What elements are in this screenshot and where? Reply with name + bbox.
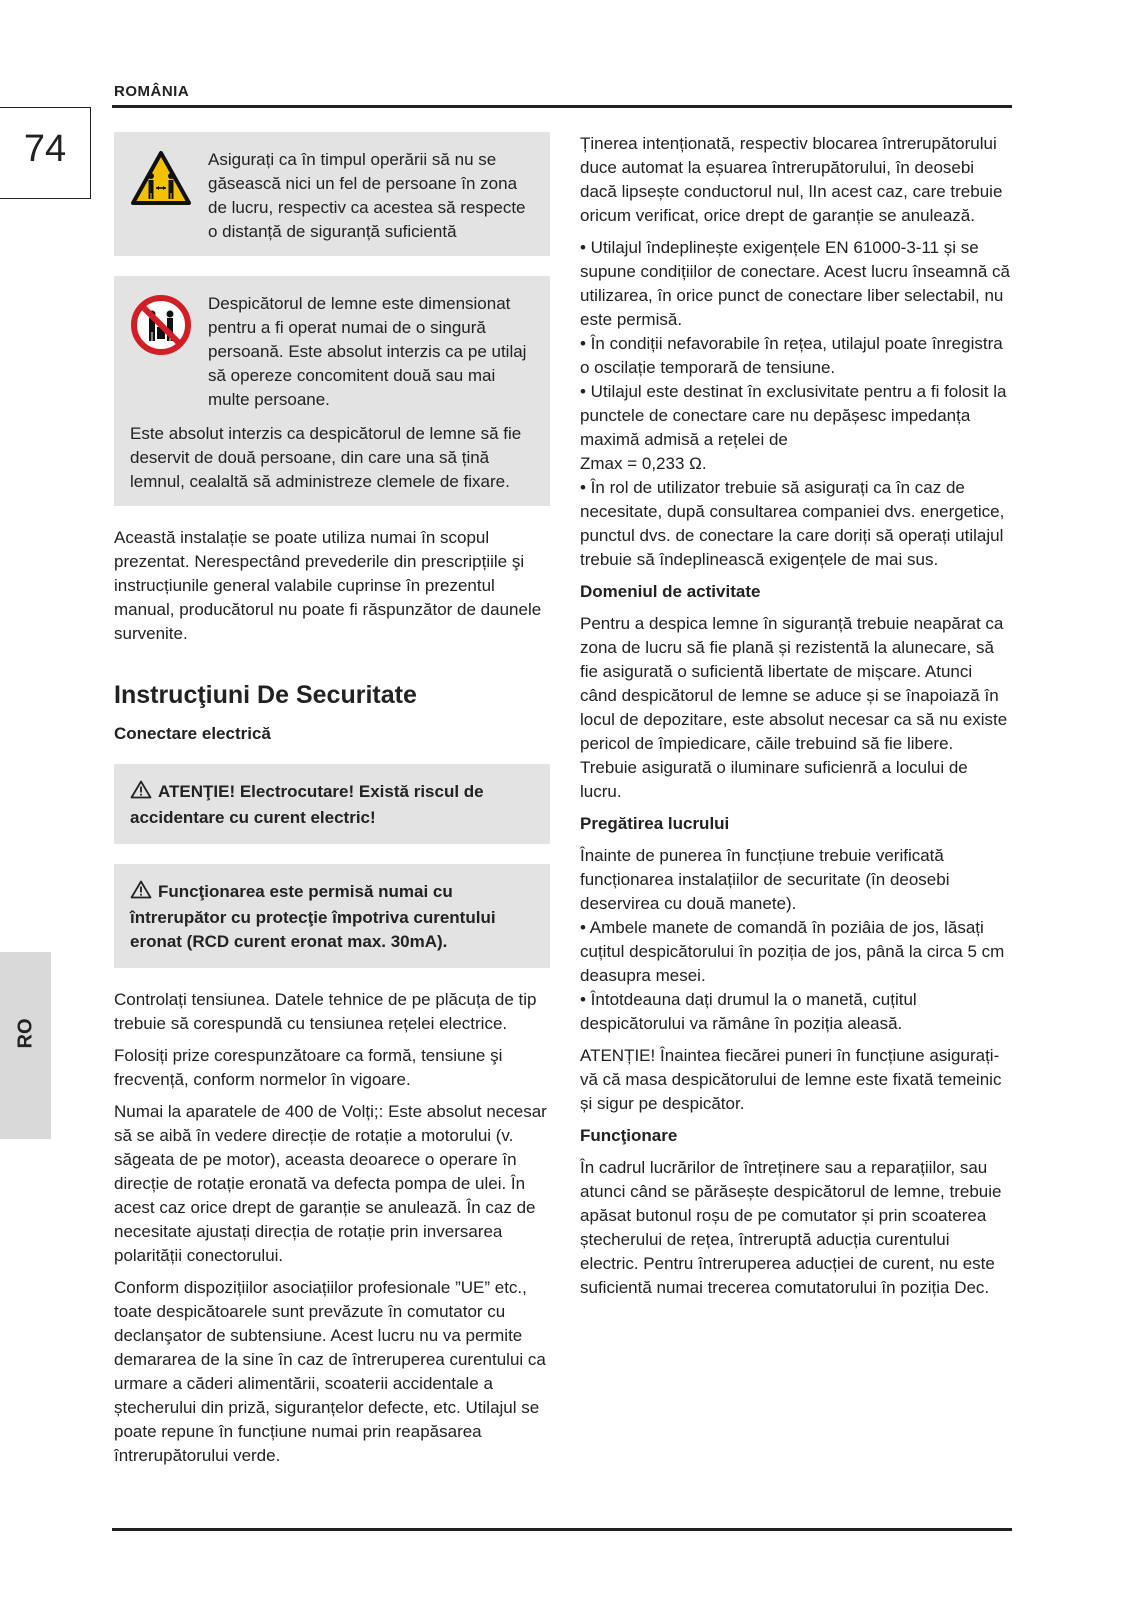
note-single-operator-extra: Este absolut interzis ca despicătorul de lemne să fie deservit de două persoane, din care una să țină lemnul, cealaltă să administreze clemele de fixare. bbox=[130, 424, 522, 491]
note-box-distance bbox=[114, 132, 550, 256]
paragraph-domain: Pentru a despica lemne în siguranță trebuie neapărat ca zona de lucru să fie plană și rezistentă la alunecare, să fie asigurată o suficientă libertate de mișcare. Atunci când despicătorul de lemne se aduce și se înapoiază în locul de depozitare, este absolut necesar ca să nu existe pericol de împiedicare, căile trebuind să fie libere. Trebuie asigurată o iluminare suficienră a locului de lucru. bbox=[580, 614, 1008, 801]
header-country: ROMÂNIA bbox=[114, 83, 190, 100]
bullet-en61000: • Utilajul îndeplinește exigențele EN 61000-3-11 și se supune condițiilor de conectare. Acest lucru înseamnă că utilizarea, în orice punct de conectare liber selectabil, nu este permisă. bbox=[580, 238, 1010, 329]
warning-box-electrocution bbox=[114, 764, 550, 844]
paragraph-attention-table: ATENȚIE! Înaintea fiecărei puneri în funcțiune asigurați-vă că masa despicătorului de lemne este fixată temeinic și sigur pe despicător. bbox=[580, 1046, 1002, 1113]
bullet-impedance: • Utilajul este destinat în exclusivitate pentru a fi folosit la punctele de conectare care nu depășesc impedanța maximă admisă a rețelei de bbox=[580, 382, 1007, 449]
intro-paragraph: Această instalație se poate utiliza numai în scopul prezentat. Nerespectând prevederile din prescripțiile şi instrucțiunile general valabile cuprinse în prezentul manual, producătorul nu poate fi răspunzător de daunele survenite. bbox=[114, 528, 542, 643]
warning-triangle-icon bbox=[130, 780, 152, 806]
bullet-user-responsibility: • În rol de utilizator trebuie să asigurați ca în caz de necesitate, după consultarea companiei dvs. energetice, punctul dvs. de conectare la care doriți să operați utilajul trebuie să îndeplinească exigențele de mai sus. bbox=[580, 478, 1005, 569]
language-tab bbox=[0, 952, 51, 1139]
page-number: 74 bbox=[23, 128, 67, 170]
section-title: Instrucţiuni De Securitate bbox=[114, 681, 417, 709]
paragraph-switch-blocking: Ținerea intenționată, respectiv blocarea întrerupătorului duce automat la eșuarea întrerupătorului, în deosebi dacă lipsește conductorul nul, lIn acest caz, care trebuie oricum verificat, orice drept de garanție se anulează. bbox=[580, 134, 1003, 225]
paragraph-operation: În cadrul lucrărilor de întreținere sau a reparațiilor, sau atunci când se părăsește despicătorul de lemne, trebuie apăsat butonul roșu de pe comutator și prin scoaterea ștecherului de rețea, întreruptă aducția curentului electric. Pentru întreruperea aducției de curent, nu este suficientă numai trecerea comutatorului în poziția Dec. bbox=[580, 1158, 1002, 1297]
subhead-domain: Domeniul de activitate bbox=[580, 582, 761, 601]
bullet-voltage-fluctuation: • În condiții nefavorabile în rețea, utilajul poate înregistra o oscilație temporară de tensiune. bbox=[580, 334, 1003, 377]
footer-rule bbox=[112, 1528, 1012, 1531]
paragraph-undervoltage: Conform dispozițiilor asociațiilor profesionale ”UE” etc., toate despicătoarele sunt prevăzute în comutator cu declanşator de subtensiune. Acest lucru nu va permite demararea de la sine în caz de întreruperea curentului ca urmare a căderi alimentării, scoaterii accidentale a ștecherului din priză, siguranțelor defecte, etc. Utilajul se poate repune în funcțiune numai prin reapăsarea întrerupătorului verde. bbox=[114, 1278, 546, 1465]
note-box-single-operator bbox=[114, 276, 550, 506]
subhead-preparation: Pregătirea lucrului bbox=[580, 814, 730, 833]
warning-rcd-text: Funcţionarea este permisă numai cu întrerupător cu protecţie împotriva curentului eronat (RCD curent eronat max. 30mA). bbox=[130, 882, 496, 951]
warning-triangle-icon bbox=[130, 880, 152, 906]
warning-electrocution-text: ATENŢIE! Electrocutare! Există riscul de accidentare cu curent electric! bbox=[130, 782, 484, 827]
subhead-operation: Funcţionare bbox=[580, 1126, 678, 1145]
paragraph-voltage: Controlați tensiunea. Datele tehnice de pe plăcuța de tip trebuie să corespundă cu tensiunea rețelei electrice. bbox=[114, 990, 537, 1033]
subhead-electric-connection: Conectare electrică bbox=[114, 724, 271, 743]
persons-distance-warning-icon bbox=[130, 150, 192, 213]
no-two-operators-icon bbox=[130, 294, 192, 363]
bullet-both-levers: • Ambele manete de comandă în poziâia de jos, lăsați cuțitul despicătorului în poziția de jos, până la circa 5 cm deasupra mesei. bbox=[580, 918, 1005, 985]
paragraph-preparation: Înainte de punerea în funcțiune trebuie verificată funcționarea instalațiilor de securitate (în deosebi deservirea cu două manete). bbox=[580, 846, 950, 913]
warning-box-rcd bbox=[114, 864, 550, 968]
right-column bbox=[580, 132, 1012, 1308]
note-single-operator-text: Despicătorul de lemne este dimensionat pentru a fi operat numai de o singură persoană. Este absolut interzis ca pe utilaj să opereze concomitent două sau mai multe persoane. bbox=[208, 294, 527, 409]
page-number-box bbox=[0, 107, 91, 199]
header-rule bbox=[112, 105, 1012, 108]
paragraph-400v: Numai la aparatele de 400 de Volți;: Este absolut necesar să se aibă în vedere direcție de rotație a motorului (v. săgeata de pe motor), aceasta deoarece o operare în direcție de rotație eronată va defecta pompa de ulei. În acest caz orice drept de garanție se anulează. În caz de necesitate ajustați direcția de rotație prin inversarea polarității conectorului. bbox=[114, 1102, 547, 1265]
language-tab-label: RO bbox=[14, 1018, 37, 1049]
note-distance-text: Asigurați ca în timpul operării să nu se găsească nici un fel de persoane în zona de lucru, respectiv ca acestea să respecte o distanță de siguranță suficientă bbox=[208, 150, 526, 241]
paragraph-sockets: Folosiți prize corespunzătoare ca formă, tensiune şi frecvență, conform normelor în vigoare. bbox=[114, 1046, 503, 1089]
left-column bbox=[114, 132, 550, 1476]
bullet-one-lever: • Întotdeauna dați drumul la o manetă, cuțitul despicătorului va rămâne în poziția aleasă. bbox=[580, 990, 917, 1033]
zmax-value: Zmax = 0,233 Ω. bbox=[580, 454, 707, 473]
